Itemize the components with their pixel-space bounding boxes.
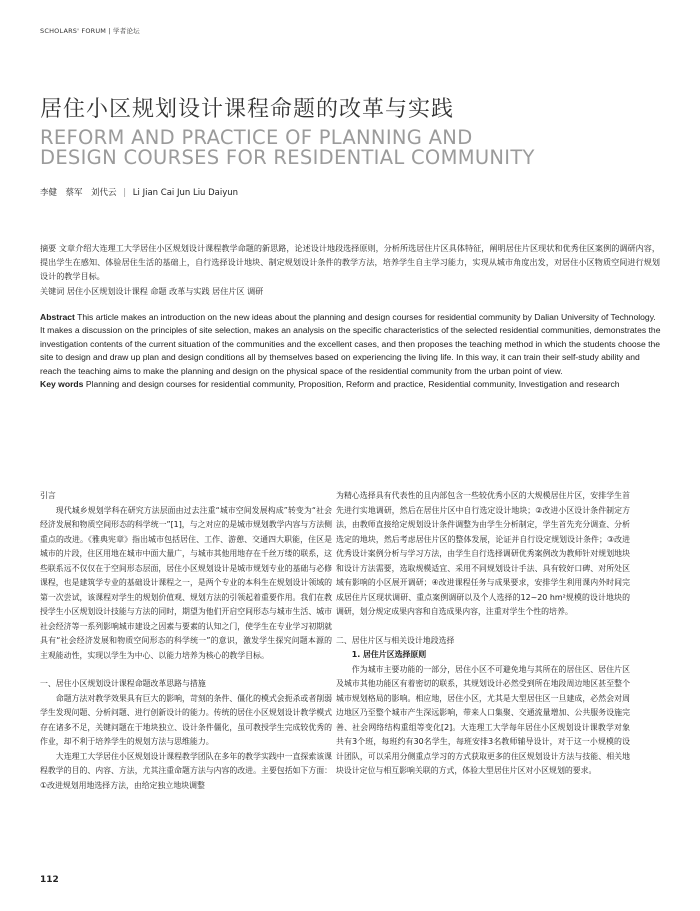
intro-heading: 引言	[40, 491, 56, 500]
section-2-subheading: 1. 居住片区选择原则	[351, 650, 427, 659]
section-1-paragraph-2: 大连理工大学居住小区规划设计课程教学团队在多年的教学实践中一直探索该课程教学的目的、内容、方法，尤其注重命题方法与内容的改进。主要包括如下方面：①改进规划用地选择方法，由给定独立地块调整	[40, 751, 332, 790]
keywords-en-label: Key words	[40, 379, 84, 390]
article-title-en-line1: REFORM AND PRACTICE OF PLANNING AND	[40, 126, 473, 149]
article-title-en	[40, 128, 600, 168]
abstract-en-text: This article makes an introduction on the new ideas about the planning and design courses for residential community by Dalian University of Technology. It makes a discussion on the principles of site selection, makes an analysis on the specific characteristics of the selected residential communities, demonstrates the investigation contents of the current situation of the communities and the excellent cases, and then proposes the teaching method in which the students choose the site to design and draw up plan and design conditions all by themselves based on experiencing the living life. In this way, it can train their self-study ability and reach the teaching aims to make the planning and design on the physical space of the residential community from the urban point of view.	[40, 312, 661, 376]
section-1-heading: 一、居住小区规划设计课程命题改革思路与措施	[40, 679, 206, 688]
abstract-cn-text: 摘要 文章介绍大连理工大学居住小区规划设计课程教学命题的新思路，论述设计地段选择原则，分析所选居住片区具体特征，阐明居住片区现状和优秀住区案例的调研内容，提出学生在感知、体验居住生活的基础上，自行选择设计地块、制定规划设计条件的教学方法，培养学生自主学习能力，实现从城市角度出发，对居住小区物质空间进行规划设计的教学目标。	[40, 243, 660, 282]
authors-cn: 李健 蔡军 刘代云	[40, 188, 117, 198]
body-column-right	[336, 489, 630, 779]
abstract-en	[40, 311, 662, 391]
abstract-en-label: Abstract	[40, 312, 75, 322]
section-1-paragraph-2-continued: 为精心选择具有代表性的且内部包含一些较优秀小区的大规模居住片区，安排学生首先进行实地调研，然后在居住片区中自行选定设计地块；②改进小区设计条件制定方法，由教师直接给定规划设计条件调整为由学生分析制定，学生首先充分调查、分析选定的地块，然后考虑居住片区的整体发展，论证并自行设定规划设计条件；③改进优秀设计案例分析与学习方法，由学生自行选择调研优秀案例改为教师针对规划地块和设计方法需要，选取规模适宜、采用不同规划设计手法、具有较好口碑、对所处区域有影响的小区展开调研；④改进课程任务与成果要求，安排学生利用课内外时间完成居住片区现状调研、重点案例调研以及个人选择的12~20 hm²规模的设计地块的调研，划分规定成果内容和自选成果内容，注重对学生个性的培养。	[336, 491, 630, 616]
authors	[40, 186, 238, 198]
keywords-cn: 关键词 居住小区规划设计课程 命题 改革与实践 居住片区 调研	[40, 285, 264, 296]
article-title-cn: 居住小区规划设计课程命题的改革与实践	[40, 97, 455, 122]
journal-section-label: SCHOLARS' FORUM | 学者论坛	[40, 27, 140, 35]
keywords-en: Planning and design courses for residential community, Proposition, Reform and practice, Residential community, Investigation and research	[83, 379, 620, 390]
article-title-en-line2: DESIGN COURSES FOR RESIDENTIAL COMMUNITY	[40, 146, 535, 169]
abstract-cn	[40, 241, 660, 298]
authors-separator: |	[123, 188, 127, 198]
section-2-heading: 二、居住片区与相关设计地段选择	[336, 635, 455, 645]
body-column-left	[40, 489, 332, 793]
authors-en: Li Jian Cai Jun Liu Daiyun	[132, 188, 239, 198]
intro-paragraph: 现代城乡规划学科在研究方法层面由过去注重“城市空间发展构成”转变为“社会经济发展和物质空间形态的科学统一”[1]，与之对应的是城市规划教学内容与方法侧重点的改进。《雅典宪章》指出城市包括居住、工作、游憩、交通四大职能，住区是城市的片段，住区用地在城市中面大量广，与城市其他用地存在千丝万缕的联系，这些联系远不仅仅在于空间形态层面，居住小区规划设计是城市规划专业的基础与必修课程，也是建筑学专业的基础设计课程之一，是两个专业的本科生在规划设计领域的第一次尝试，该课程对学生的规划价值观、规划方法的引领起着重要作用。我们在教授学生小区规划设计技能与方法的同时，期望为他们开启空间形态与城市生活、城市社会经济等一系列影响城市建设之因素与要素的认知之门，使学生在专业学习初期就具有“社会经济发展和物质空间形态的科学统一”的意识，激发学生探究问题本源的主观能动性，实现以学生为中心、以能力培养为核心的教学目标。	[40, 505, 332, 660]
page-number: 112	[40, 875, 59, 885]
section-1-paragraph-1: 命题方法对教学效果具有巨大的影响，苛刻的条件、僵化的模式会扼杀或者削弱学生发现问题、分析问题、进行创新设计的能力。传统的居住小区规划设计教学模式存在诸多不足，关键问题在于地块独立、设计条件僵化，虽可教授学生完成较优秀的作业，却不利于培养学生的规划方法与思维能力。	[40, 693, 332, 746]
section-2-paragraph-1: 作为城市主要功能的一部分，居住小区不可避免地与其所在的居住区、居住片区及城市其他功能区有着密切的联系，其规划设计必然受到所在地段周边地区甚至整个城市规划格局的影响。相应地，居住小区，尤其是大型居住区一旦建成，必然会对周边地区乃至整个城市产生深远影响，带来人口集聚、交通流量增加、公共服务设施完善、社会网络结构重组等变化[2]。大连理工大学每年居住小区规划设计课教学对象共有3个班，每班约有30名学生，每班安排3名教师辅导设计，对于这一小规模的设计团队，可以采用分侧重点学习的方式获取更多的住区规划设计方法与技能、相关地块设计定位与相互影响关联的方式，体验大型居住片区对小区规划的要求。	[336, 664, 630, 775]
